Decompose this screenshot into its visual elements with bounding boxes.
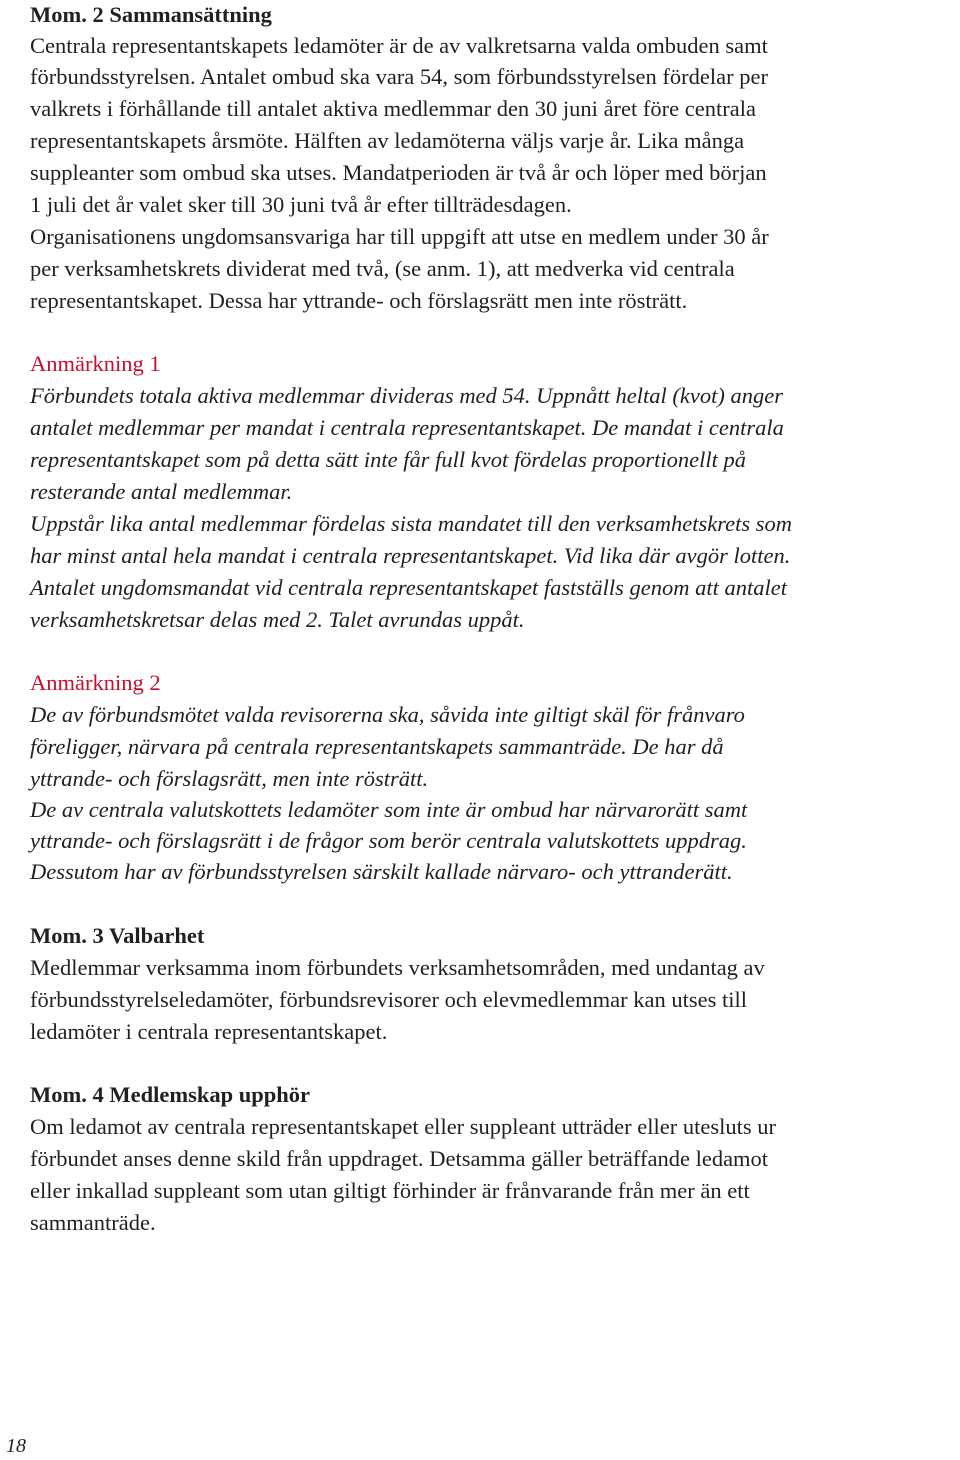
section-2-line-2: förbundsstyrelsen. Antalet ombud ska vara 54, som förbundsstyrelsen fördelar per	[30, 64, 768, 89]
note-1-line-5: Uppstår lika antal medlemmar fördelas sista mandatet till den verksamhetskrets som	[30, 511, 793, 536]
note-1-heading: Anmärkning 1	[30, 351, 161, 376]
section-3-line-1: Medlemmar verksamma inom förbundets verksamhetsområden, med undantag av	[30, 955, 765, 980]
note-1-line-1: Förbundets totala aktiva medlemmar divideras med 54. Uppnått heltal (kvot) anger	[30, 383, 783, 408]
note-1-line-3: representantskapet som på detta sätt inte får full kvot fördelas proportionellt på	[30, 447, 746, 472]
section-2-line-1: Centrala representantskapets ledamöter är de av valkretsarna valda ombuden samt	[30, 33, 768, 58]
section-4-line-4: sammanträde.	[30, 1210, 156, 1235]
note-1-line-2: antalet medlemmar per mandat i centrala representantskapet. De mandat i centrala	[30, 415, 784, 440]
section-2-line-3: valkrets i förhållande till antalet aktiva medlemmar den 30 juni året före centrala	[30, 96, 756, 121]
section-4-line-2: förbundet anses denne skild från uppdraget. Detsamma gäller beträffande ledamot	[30, 1146, 769, 1171]
note-1-line-6: har minst antal hela mandat i centrala representantskapet. Vid lika där avgör lotten.	[30, 543, 791, 568]
section-2-line-7: Organisationens ungdomsansvariga har till uppgift att utse en medlem under 30 år	[30, 224, 769, 249]
section-4-line-3: eller inkallad suppleant som utan giltigt förhinder är frånvarande från mer än ett	[30, 1178, 750, 1203]
section-2-heading: Mom. 2 Sammansättning	[30, 2, 272, 27]
section-2-line-4: representantskapets årsmöte. Hälften av ledamöterna väljs varje år. Lika många	[30, 128, 745, 153]
note-1-line-8: verksamhetskretsar delas med 2. Talet avrundas uppåt.	[30, 607, 525, 632]
note-2-line-6: Dessutom har av förbundsstyrelsen särskilt kallade närvaro- och yttranderätt.	[30, 859, 733, 884]
note-1-line-4: resterande antal medlemmar.	[30, 479, 293, 504]
section-3-line-2: förbundsstyrelseledamöter, förbundsrevisorer och elevmedlemmar kan utses till	[30, 987, 748, 1012]
section-2-line-6: 1 juli det år valet sker till 30 juni två år efter tillträdesdagen.	[30, 192, 572, 217]
note-2-line-4: De av centrala valutskottets ledamöter som inte är ombud har närvarorätt samt	[30, 797, 748, 822]
section-4-line-1: Om ledamot av centrala representantskapet eller suppleant utträder eller utesluts ur	[30, 1114, 776, 1139]
note-2-line-3: yttrande- och förslagsrätt, men inte rösträtt.	[30, 766, 429, 791]
section-2-line-9: representantskapet. Dessa har yttrande- och förslagsrätt men inte rösträtt.	[30, 288, 688, 313]
note-2-line-2: föreligger, närvara på centrala representantskapets sammanträde. De har då	[30, 734, 724, 759]
note-2-line-5: yttrande- och förslagsrätt i de frågor som berör centrala valutskottets uppdrag.	[30, 828, 747, 853]
note-1-line-7: Antalet ungdomsmandat vid centrala representantskapet fastställs genom att antalet	[30, 575, 788, 600]
section-4-heading: Mom. 4 Medlemskap upphör	[30, 1082, 311, 1107]
section-3-heading: Mom. 3 Valbarhet	[30, 923, 205, 948]
note-2-heading: Anmärkning 2	[30, 670, 161, 695]
note-2-line-1: De av förbundsmötet valda revisorerna ska, såvida inte giltigt skäl för frånvaro	[30, 702, 745, 727]
page-number: 18	[6, 1435, 26, 1457]
section-2-line-5: suppleanter som ombud ska utses. Mandatperioden är två år och löper med början	[30, 160, 767, 185]
section-3-line-3: ledamöter i centrala representantskapet.	[30, 1019, 388, 1044]
section-2-line-8: per verksamhetskrets dividerat med två, (se anm. 1), att medverka vid centrala	[30, 256, 735, 281]
